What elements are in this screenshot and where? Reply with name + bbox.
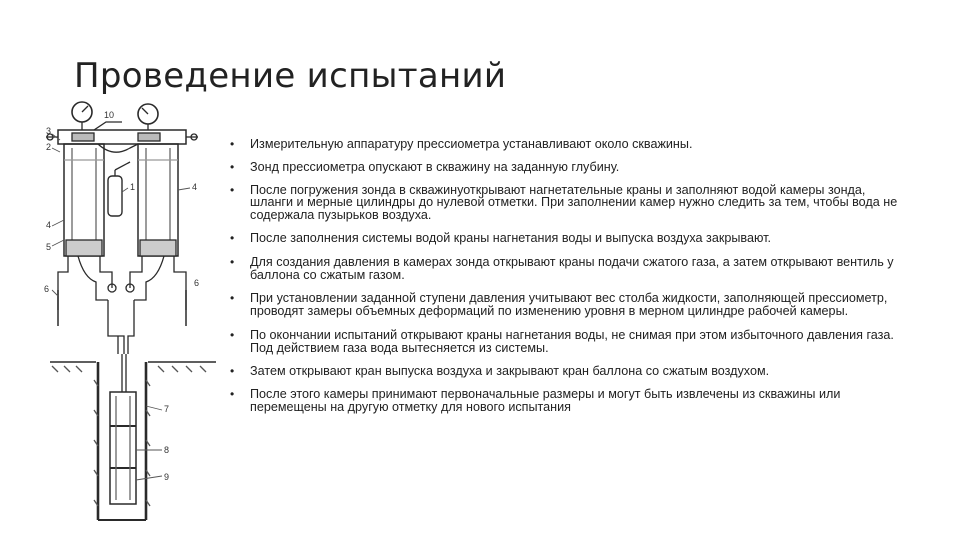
- diagram-label-5: 5: [46, 242, 52, 252]
- diagram-label-9: 9: [164, 472, 170, 482]
- bullet-item: • При установлении заданной ступени давления учитывают вес столба жидкости, заполняющей прессиометр, проводят замеры объемных деформаций по изменению уровня в мерном цилиндре рабочей камеры.: [228, 292, 908, 318]
- pressiometer-diagram: [38, 100, 220, 528]
- diagram-label-3: 3: [46, 126, 52, 136]
- bullet-item: • Для создания давления в камерах зонда открывают краны подачи сжатого газа, а затем открывают вентиль у баллона со сжатым газом.: [228, 256, 908, 282]
- diagram-label-2: 2: [46, 142, 52, 152]
- left-gauge-icon: [72, 102, 92, 130]
- bullet-item: • Зонд прессиометра опускают в скважину на заданную глубину.: [228, 161, 908, 174]
- diagram-label-8: 8: [164, 445, 170, 455]
- probe: [110, 354, 136, 504]
- bullet-item: • По окончании испытаний открывают краны нагнетания воды, не снимая при этом избыточного давления газа. Под действием газа вода вытесняется из системы.: [228, 329, 908, 355]
- bullet-item: • После погружения зонда в скважинуоткрывают нагнетательные краны и заполняют водой камеры зонда, шланги и мерные цилиндры до нулевой отметки. При заполнении камер нужно следить за тем, чтобы вода не содержала пузырьков воздуха.: [228, 184, 908, 222]
- diagram-label-10: 10: [104, 110, 115, 120]
- right-gauge-icon: [138, 104, 158, 130]
- bullet-item: • После этого камеры принимают первоначальные размеры и могут быть извлечены из скважины или перемещены на другую отметку для нового испытания: [228, 388, 908, 414]
- bullet-list: [228, 130, 908, 414]
- bullet-item: • Затем открывают кран выпуска воздуха и закрывают кран баллона со сжатым воздухом.: [228, 365, 908, 378]
- left-measuring-cylinder: [64, 144, 104, 256]
- diagram-label-7: 7: [164, 404, 170, 414]
- ground-surface: [50, 362, 216, 372]
- right-measuring-cylinder: [138, 144, 178, 256]
- diagram-label-6-left: 6: [44, 284, 50, 294]
- slide-title: Проведение испытаний: [74, 56, 507, 96]
- diagram-label-6-right: 6: [194, 278, 200, 288]
- bullet-item: • Измерительную аппаратуру прессиометра устанавливают около скважины.: [228, 138, 908, 151]
- bullet-item: • После заполнения системы водой краны нагнетания воды и выпуска воздуха закрывают.: [228, 232, 908, 245]
- diagram-label-4-right: 4: [192, 182, 198, 192]
- diagram-label-1: 1: [130, 182, 136, 192]
- diagram-label-4-left: 4: [46, 220, 52, 230]
